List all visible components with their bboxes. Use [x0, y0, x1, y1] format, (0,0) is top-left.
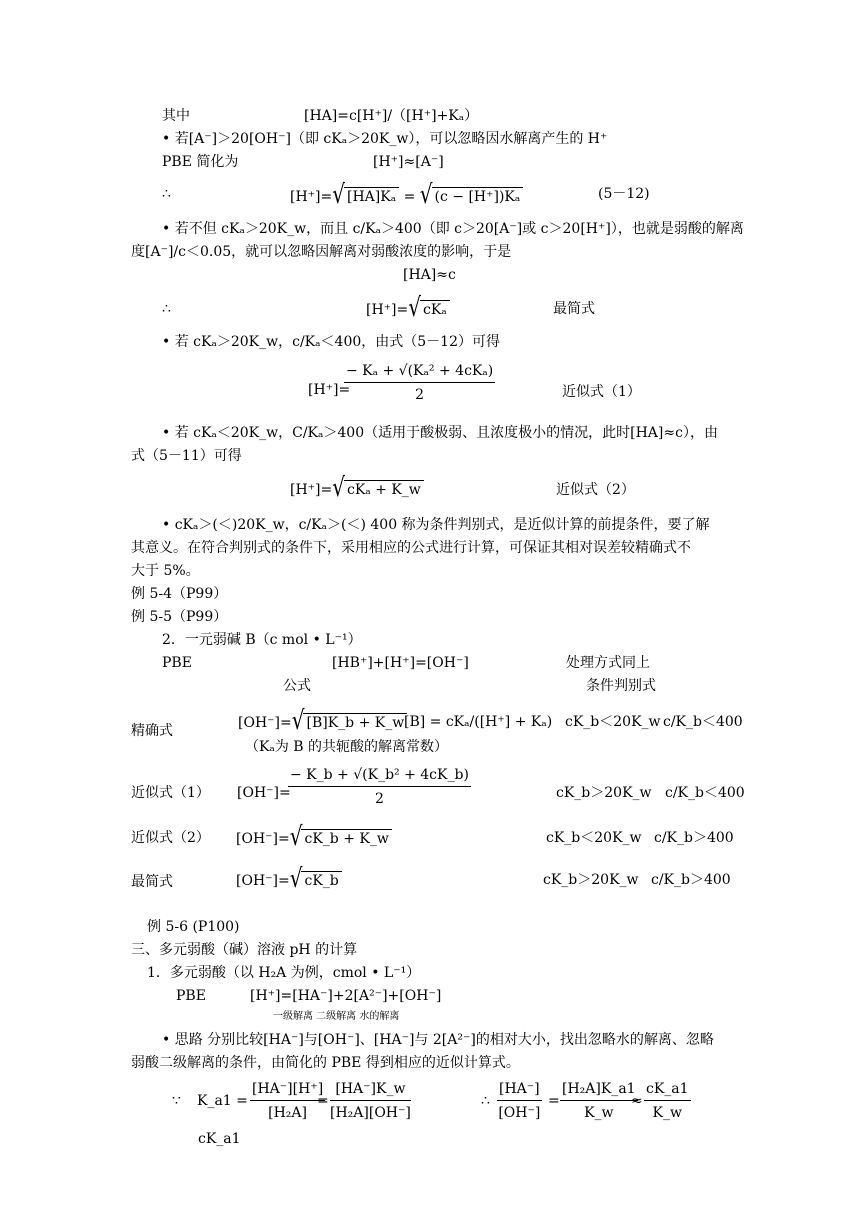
sqrt-icon: √ — [332, 471, 346, 503]
formula-approx-2 — [290, 471, 424, 503]
row-label-approx-1: 近似式（1） — [131, 785, 210, 801]
fraction-approx-1 — [344, 362, 495, 404]
equals-sign: = — [548, 1093, 560, 1109]
condition-simplest-2: c/K_b＞400 — [651, 872, 731, 888]
sqrt-icon: √ — [291, 704, 305, 736]
fraction-denominator: K_w — [652, 1105, 682, 1121]
sqrt-content: (c − [H⁺])Kₐ — [432, 187, 524, 206]
text-condition-3: • 若 cKₐ＞20K_w，c/Kₐ＜400，由式（5－12）可得 — [162, 334, 500, 350]
formula-cka1: cK_a1 — [198, 1131, 241, 1147]
h-equals: [H⁺]= — [290, 189, 333, 205]
fraction-ratio-3 — [644, 1080, 691, 1122]
section-polyprotic: 三、多元弱酸（碱）溶液 pH 的计算 — [131, 942, 358, 958]
therefore-symbol: ∴ — [162, 301, 171, 317]
condition-approx2-1: cK_b＜20K_w — [546, 830, 642, 846]
label-simplest: 最简式 — [553, 301, 595, 317]
condition-approx1-1: cK_b＞20K_w — [556, 785, 652, 801]
fraction-ratio-2 — [560, 1080, 638, 1122]
oh-equals: [OH⁻]= — [237, 785, 291, 801]
formula-b-conc: [B] = cKₐ/([H⁺] + Kₐ) — [404, 714, 553, 730]
row-label-approx-2: 近似式（2） — [131, 830, 210, 846]
header-formula: 公式 — [283, 678, 311, 694]
formula-exact-oh — [238, 704, 407, 736]
fraction-denominator: [OH⁻] — [498, 1105, 541, 1121]
h-equals: [H⁺]= — [308, 382, 351, 398]
sqrt-icon: √ — [332, 178, 346, 210]
oh-equals: [OH⁻]= — [236, 873, 290, 889]
subsection-polyprotic-acid: 1．多元弱酸（以 H₂A 为例，cmol • L⁻¹） — [147, 965, 421, 981]
formula-base-approx-2 — [236, 820, 392, 852]
sqrt-content: [B]K_b + K_w — [303, 713, 407, 732]
fraction-numerator: [HA⁻][H⁺] — [250, 1080, 325, 1101]
text-condition-2: • 若不但 cKₐ＞20K_w，而且 c/Kₐ＞400（即 c＞20[A⁻]或 c＞20[H⁺]），也就是弱酸的解离 — [162, 221, 744, 237]
text-approach: • 思路 分别比较[HA⁻]与[OH⁻]、[HA⁻]与 2[A²⁻]的相对大小，找出忽略水的解离、忽略 — [162, 1032, 714, 1048]
fraction-numerator: [HA⁻] — [497, 1080, 542, 1101]
formula-base-simplest — [236, 862, 342, 894]
text-pbe: PBE — [162, 655, 192, 671]
sqrt-icon: √ — [408, 291, 422, 323]
text-pbe: PBE — [176, 988, 206, 1004]
approx-sign: ≈ — [631, 1093, 643, 1109]
formula-ha-approx-c: [HA]≈c — [403, 267, 456, 283]
example-5-4: 例 5-4（P99） — [131, 586, 228, 602]
sqrt-content: [HA]Kₐ — [344, 187, 399, 206]
text-condition-2-cont: 度[A⁻]/c＜0.05，就可以忽略因解离对弱酸浓度的影响，于是 — [131, 244, 512, 260]
therefore-symbol: ∴ — [162, 186, 171, 202]
fraction-numerator: [HA⁻]K_w — [330, 1080, 411, 1101]
row-label-exact: 精确式 — [131, 723, 173, 739]
text-discriminant-cont: 其意义。在符合判别式的条件下，采用相应的公式进行计算，可保证其相对误差较精确式不 — [131, 540, 691, 556]
example-5-5: 例 5-5（P99） — [131, 609, 228, 625]
fraction-ka1-2 — [330, 1080, 411, 1122]
fraction-denominator: K_w — [584, 1105, 614, 1121]
equation-number: (5－12) — [598, 186, 650, 202]
condition-exact-1: cK_b＜20K_w — [565, 714, 661, 730]
section-weak-base: 2．一元弱碱 B（c mol • L⁻¹） — [162, 632, 362, 648]
fraction-numerator: cK_a1 — [644, 1080, 691, 1101]
caption-dissociation: 一级解离 二级解离 水的解离 — [273, 1011, 400, 1022]
formula-simplest — [366, 291, 450, 323]
oh-equals: [OH⁻]= — [236, 831, 290, 847]
text-discriminant-end: 大于 5%。 — [131, 563, 200, 579]
fraction-denominator: 2 — [415, 387, 425, 403]
because-symbol: ∵ — [172, 1093, 181, 1109]
formula-5-12 — [290, 178, 523, 210]
fraction-numerator: − K_b + √(K_b² + 4cK_b) — [288, 766, 471, 787]
equals-sign: = — [403, 189, 416, 205]
example-5-6: 例 5-6 (P100) — [147, 919, 240, 935]
sqrt-content: cK_b — [301, 871, 341, 890]
fraction-denominator: [H₂A] — [268, 1105, 307, 1121]
formula-h-approx-a: [H⁺]≈[A⁻] — [373, 154, 444, 170]
formula-ha: [HA]=c[H⁺]/（[H⁺]+Kₐ） — [304, 108, 479, 124]
condition-exact-2: c/K_b＜400 — [663, 714, 743, 730]
therefore-symbol: ∴ — [481, 1093, 490, 1109]
text-discriminant: • cKₐ＞(＜)20K_w，c/Kₐ＞(＜) 400 称为条件判别式，是近似计算的前提条件，要了解 — [162, 517, 710, 533]
equals-sign: = — [317, 1093, 329, 1109]
text-qizhong: 其中 — [162, 108, 190, 124]
header-condition: 条件判别式 — [586, 678, 656, 694]
text-pbe-simplified: PBE 简化为 — [162, 154, 239, 170]
h-equals: [H⁺]= — [366, 302, 409, 318]
row-label-simplest: 最简式 — [131, 874, 173, 890]
note-ka: （Kₐ为 B 的共轭酸的解离常数） — [245, 739, 449, 755]
sqrt-content: cK_b + K_w — [301, 829, 391, 848]
formula-pbe-h2a: [H⁺]=[HA⁻]+2[A²⁻]+[OH⁻] — [250, 988, 442, 1004]
ka1-equals: K_a1 = — [197, 1093, 248, 1109]
fraction-denominator: [H₂A][OH⁻] — [330, 1105, 411, 1121]
label-approx-1: 近似式（1） — [562, 384, 641, 400]
fraction-denominator: 2 — [375, 791, 384, 807]
fraction-numerator: [H₂A]K_a1 — [560, 1080, 638, 1101]
h-equals: [H⁺]= — [290, 482, 333, 498]
label-approx-2: 近似式（2） — [556, 482, 635, 498]
text-approach-cont: 弱酸二级解离的条件，由简化的 PBE 得到相应的近似计算式。 — [131, 1055, 520, 1071]
condition-approx1-2: c/K_b＜400 — [665, 785, 745, 801]
text-condition-1: • 若[A⁻]＞20[OH⁻]（即 cKₐ＞20K_w），可以忽略因水解离产生的 H⁺ — [162, 131, 608, 147]
sqrt-content: cKₐ — [420, 300, 450, 319]
condition-approx2-2: c/K_b＞400 — [654, 830, 734, 846]
text-same-method: 处理方式同上 — [566, 655, 650, 671]
fraction-ratio-1 — [497, 1080, 542, 1122]
oh-equals: [OH⁻]= — [238, 715, 292, 731]
fraction-ka1-1 — [250, 1080, 325, 1122]
text-condition-4: • 若 cKₐ＜20K_w，C/Kₐ＞400（适用于酸极弱、且浓度极小的情况，此时[HA]≈c），由 — [162, 425, 718, 441]
sqrt-icon: √ — [289, 862, 303, 894]
condition-simplest-1: cK_b＞20K_w — [543, 872, 639, 888]
sqrt-content: cKₐ + K_w — [344, 480, 424, 499]
text-condition-4-cont: 式（5－11）可得 — [131, 448, 242, 464]
sqrt-icon: √ — [419, 178, 433, 210]
fraction-base-approx-1 — [288, 766, 471, 808]
sqrt-icon: √ — [289, 820, 303, 852]
fraction-numerator: − Kₐ + √(Kₐ² + 4cKₐ) — [344, 362, 495, 383]
formula-pbe-base: [HB⁺]+[H⁺]=[OH⁻] — [332, 655, 469, 671]
